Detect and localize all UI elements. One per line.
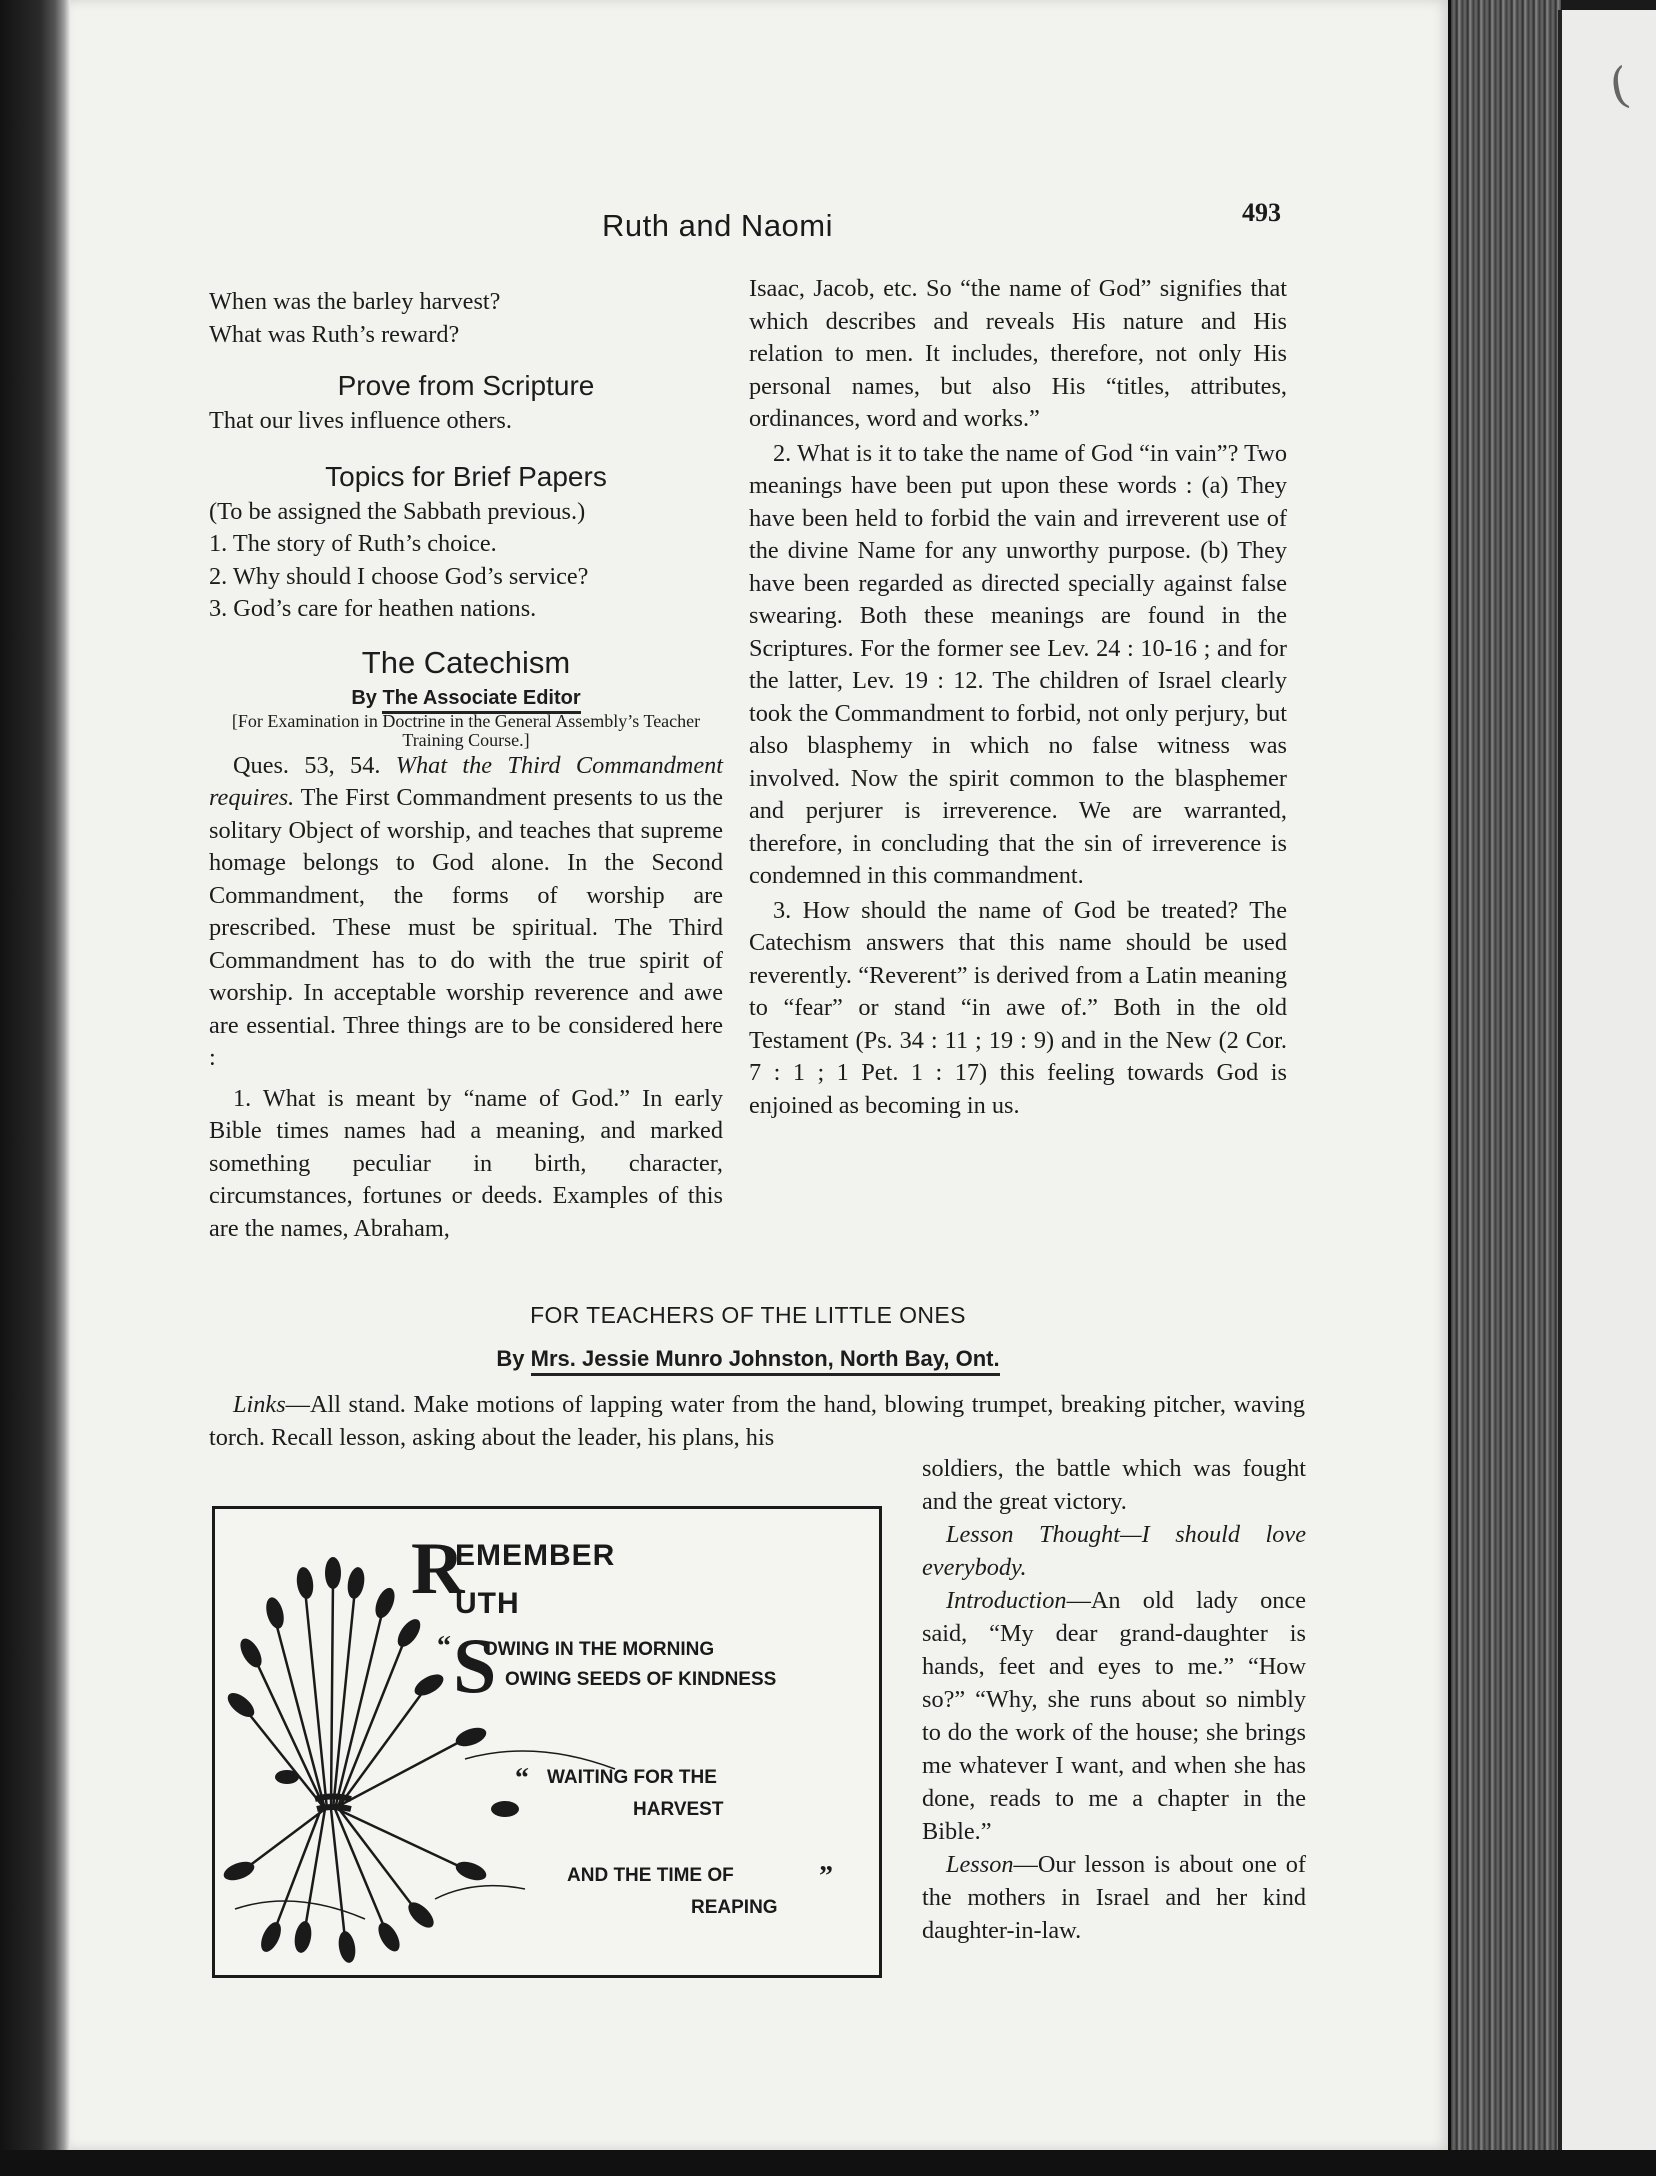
catechism-paragraph: 3. How should the name of God be treated? The Catechism answers that this name should be used reverently. “Reverent” is derived from a Latin meaning to “fear” or stand “in awe of.” Both in the old Testament (Ps. 34 : 11 ; 19 : 9) and in the New (2 Cor. 7 : 1 ; 1 Pet. 1 : 17) this feeling towards God is enjoined as becoming in us.	[749, 896, 1287, 1119]
prove-heading: Prove from Scripture	[337, 370, 595, 401]
illustration-quote-mark: “	[515, 1763, 529, 1794]
topic-item: 1. The story of Ruth’s choice.	[209, 530, 497, 557]
question-line: What was Ruth’s reward?	[209, 320, 460, 348]
illustration-line: REAPING	[691, 1897, 778, 1918]
topics-list	[209, 528, 723, 626]
scan-bottom-band	[0, 2150, 1656, 2176]
illustration-remember: EMEMBER	[455, 1539, 616, 1572]
question-title: What the Third Commandment requires.	[209, 751, 723, 811]
catechism-heading: The Catechism	[361, 644, 571, 680]
illustration-line: HARVEST	[633, 1799, 724, 1820]
byline-name: Mrs. Jessie Munro Johnston, North Bay, Ont.	[531, 1346, 1000, 1376]
paragraph-text: The First Commandment presents to us the solitary Object of worship, and teaches that supreme homage belongs to God alone. In the Second Commandment, the forms of worship are prescribed. These must be spiritual. The Third Commandment has to do with the true spirit of worship. In acceptable worship reverence and awe are essential. Three things are to be considered here :	[209, 784, 723, 1071]
catechism-paragraph: Isaac, Jacob, etc. So “the name of God” signifies that which describes and reveals His nature and His relation to men. It includes, therefore, not only His personal names, but also His “titles, attributes, ordinances, word and works.”	[749, 275, 1287, 432]
remember-ruth-illustration	[212, 1506, 882, 1978]
byline-prefix: By	[496, 1346, 531, 1371]
byline-name: The Associate Editor	[382, 687, 580, 714]
page-edge-stack	[1448, 0, 1561, 2176]
teachers-byline	[209, 1346, 1287, 1372]
thought-text: —I should love everybody.	[922, 1521, 1306, 1581]
catechism-paragraph: 2. What is it to take the name of God “in vain”? Two meanings have been put upon these words : (a) They have been held to forbid the vain and irreverent use of the divine Name for any unworthy purpose. (b) They have been regarded as directed specially against false swearing. Both these meanings are found in the Scriptures. For the former see Lev. 24 : 10-16 ; and for the latter, Lev. 19 : 12. The children of Israel clearly took the Commandment to forbid, not only perjury, but also blasphemy in which no false witness was involved. Now the spirit common to the blasphemer and perjurer is irreverence. We are warranted, therefore, in concluding that the sin of irreverence is condemned in this commandment.	[749, 439, 1287, 889]
catechism-byline	[209, 684, 723, 712]
back-page	[1558, 10, 1656, 2150]
question-label: Ques. 53, 54.	[233, 751, 381, 779]
introduction-paragraph	[922, 1584, 1306, 1848]
question-line: When was the barley harvest?	[209, 288, 501, 315]
teachers-heading: FOR TEACHERS OF THE LITTLE ONES	[530, 1302, 966, 1328]
intro-text: —An old lady once said, “My dear grand-daughter is hands, feet and eyes to me.” “How so?” “Why, she runs about so nimbly to do the work of the house; she brings me whatever I want, and when she has done, reads to me a chapter in the Bible.”	[922, 1587, 1306, 1845]
byline-prefix: By	[351, 686, 383, 709]
links-text: —All stand. Make motions of lapping water from the hand, blowing trumpet, breaking pitcher, waving torch. Recall lesson, asking about the leader, his plans, his	[209, 1391, 1305, 1451]
illustration-big-s: S	[453, 1622, 497, 1709]
right-column	[749, 273, 1287, 1122]
lesson-paragraph	[922, 1848, 1306, 1947]
lesson-thought	[922, 1518, 1306, 1584]
lesson-text: —Our lesson is about one of the mothers in Israel and her kind daughter-in-law.	[922, 1851, 1306, 1944]
catechism-note: [For Examination in Doctrine in the General Assembly’s Teacher Training Course.]	[231, 710, 701, 750]
topics-note: (To be assigned the Sabbath previous.)	[209, 497, 586, 525]
links-paragraph	[209, 1388, 1305, 1454]
illustration-quote-mark: ”	[819, 1861, 833, 1892]
illustration-line: OWING SEEDS OF KINDNESS	[505, 1669, 777, 1690]
prove-text: That our lives influence others.	[209, 407, 512, 434]
illustration-line: OWING IN THE MORNING	[483, 1639, 715, 1660]
scan-left-edge	[0, 0, 70, 2176]
topics-heading: Topics for Brief Papers	[325, 460, 607, 492]
catechism-paragraph: 1. What is meant by “name of God.” In early Bible times names had a meaning, and marked something peculiar in birth, character, circumstances, fortunes or deeds. Examples of this are the names, Abraham,	[209, 1084, 723, 1242]
page-number: 493	[1242, 198, 1281, 227]
links-continuation: soldiers, the battle which was fought and the great victory.	[922, 1455, 1306, 1515]
catechism-paragraph	[209, 750, 723, 1075]
illustration-quote-mark: “	[437, 1631, 451, 1662]
wheat-sheaf-icon	[215, 1509, 879, 1975]
pencil-mark-icon: (	[1605, 56, 1634, 116]
illustration-line: WAITING FOR THE	[547, 1767, 717, 1788]
topic-item: 3. God’s care for heathen nations.	[209, 595, 537, 622]
left-column	[209, 286, 723, 1245]
illustration-ruth: UTH	[455, 1587, 520, 1620]
topic-item: 2. Why should I choose God’s service?	[209, 562, 589, 590]
running-title: Ruth and Naomi	[602, 208, 834, 243]
lesson-label: Lesson	[946, 1851, 1014, 1878]
thought-label: Lesson Thought	[946, 1521, 1121, 1548]
illustration-big-r: R	[411, 1528, 465, 1610]
links-label: Links	[233, 1391, 286, 1418]
illustration-line: AND THE TIME OF	[567, 1865, 734, 1886]
lower-right-column	[922, 1452, 1306, 1947]
intro-label: Introduction	[946, 1587, 1067, 1614]
